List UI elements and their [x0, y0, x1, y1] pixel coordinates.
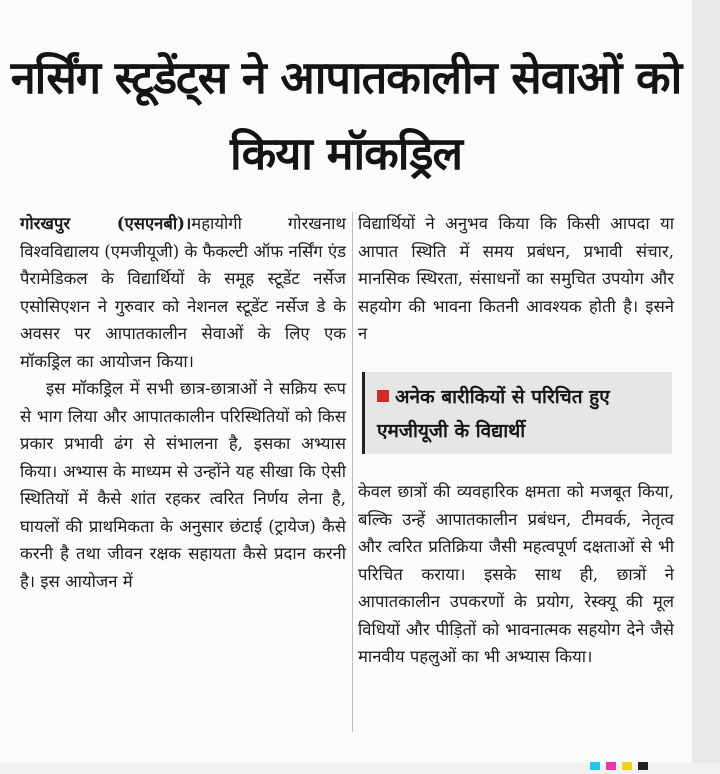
yellow-mark [622, 762, 632, 770]
square-bullet-icon [377, 390, 389, 402]
paragraph-skills: केवल छात्रों की व्यवहारिक क्षमता को मजबूत किया, बल्कि उन्हें आपातकालीन प्रबंधन, टीमवर्क, नेतृत्व और त्वरित प्रतिक्रिया जैसी महत्वपूर्ण दक्षताओं से भी परिचित कराया। इसके साथ ही, छात्रों ने आपातकालीन उपकरणों के प्रयोग, रेस्क्यू की मूल विधियों और पीड़ितों को भावनात्मक सहयोग देने जैसे मानवीय पहलुओं का भी अभ्यास किया। [358, 482, 674, 666]
print-registration-marks [590, 755, 690, 763]
paragraph-intro [20, 210, 346, 375]
column-divider [352, 212, 353, 732]
subheading-text: अनेक बारीकियों से परिचित हुए एमजीयूजी के विद्यार्थी [377, 386, 610, 442]
subheading-box [362, 372, 672, 454]
magenta-mark [606, 762, 616, 770]
paragraph-mockdrill: इस मॉकड्रिल में सभी छात्र-छात्राओं ने सक्रिय रूप से भाग लिया और आपातकालीन परिस्थितियों को किस प्रकार प्रभावी ढंग से संभालना है, इसका अभ्यास किया। अभ्यास के माध्यम से उन्होंने यह सीखा कि ऐसी स्थितियों में कैसे शांत रहकर त्वरित निर्णय लेना है, घायलों की प्राथमिकता के अनुसार छंटाई (ट्रायेज) कैसे करनी है तथा जीवन रक्षक सहायता कैसे प्रदान करनी है। इस आयोजन में [20, 379, 346, 591]
column-right-top [358, 210, 674, 348]
black-mark [638, 762, 648, 770]
column-left [20, 210, 346, 595]
paragraph-intro-text: महायोगी गोरखनाथ विश्वविद्यालय (एमजीयूजी) के फैकल्टी ऑफ नर्सिंग एंड पैरामेडिकल के विद्यार्थियों के समूह स्टूडेंट नर्सेज एसोसिएशन ने गुरुवार को नेशनल स्टूडेंट नर्सेज डे के अवसर पर आपातकालीन सेवाओं के लिए एक मॉकड्रिल का आयोजन किया। [20, 214, 346, 371]
paragraph-experience: विद्यार्थियों ने अनुभव किया कि किसी आपदा या आपात स्थिति में समय प्रबंधन, प्रभावी संचार, मानसिक स्थिरता, संसाधनों का समुचित उपयोग और सहयोग की भावना कितनी आवश्यक होती है। इसने न [358, 214, 674, 343]
page-edge [692, 0, 720, 763]
cyan-mark [590, 762, 600, 770]
dateline: गोरखपुर (एसएनबी)। [20, 213, 192, 233]
column-right-bottom [358, 478, 674, 671]
headline: नर्सिंग स्टूडेंट्स ने आपातकालीन सेवाओं को किया मॉकड्रिल [10, 51, 682, 180]
